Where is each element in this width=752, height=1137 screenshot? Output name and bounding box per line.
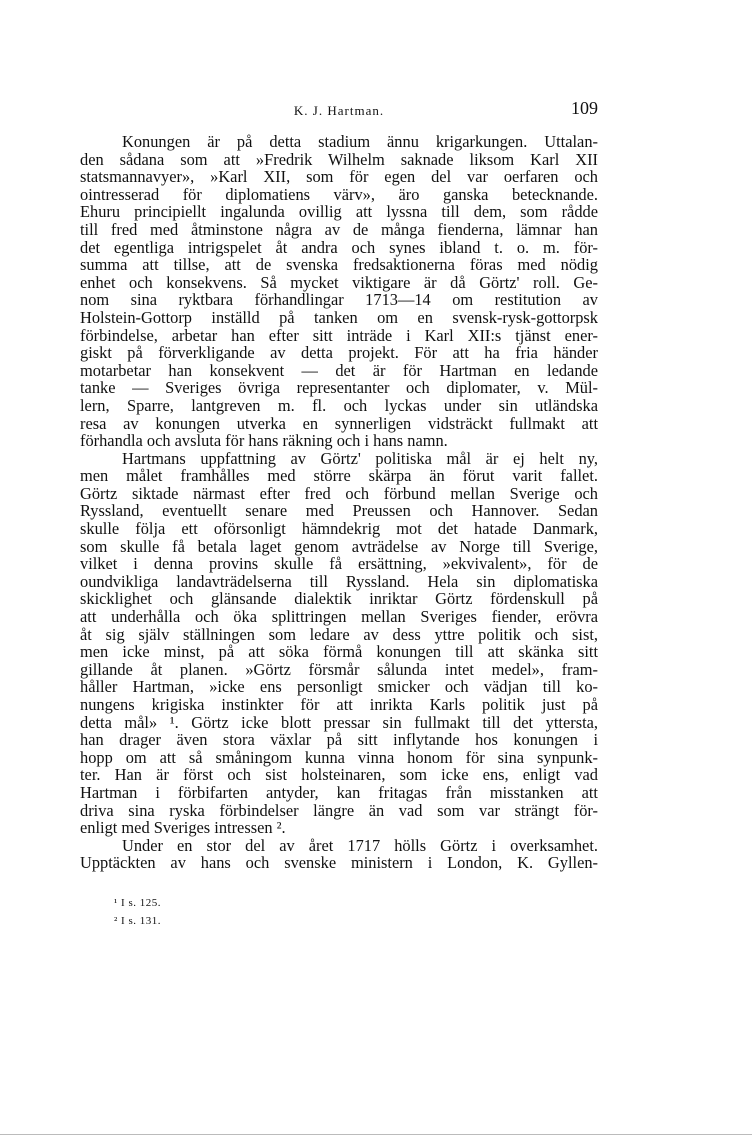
text-line: Holstein-Gottorp inställd på tanken om en svensk-rysk-gottorpsk bbox=[80, 307, 598, 327]
running-head: K. J. Hartman. bbox=[293, 103, 385, 118]
text-line: hopp om att så småningom kunna vinna honom för sina synpunk- bbox=[80, 747, 598, 767]
body-text bbox=[80, 133, 598, 872]
text-line: det egentliga intrigspelet åt andra och synes ibland t. o. m. för- bbox=[80, 237, 598, 257]
text-line: giskt på förverkligande av detta projekt. För att ha fria händer bbox=[80, 343, 598, 363]
text-line: Konungen är på detta stadium ännu krigarkungen. Uttalan- bbox=[122, 132, 598, 151]
text-line: skicklighet och glänsande dialektik inriktar Görtz fördenskull på bbox=[80, 589, 598, 609]
text-line: resa av konungen utverka en synnerligen vidsträckt fullmakt att bbox=[80, 413, 598, 433]
footnote: ¹ I s. 125. bbox=[114, 897, 161, 909]
text-line: Under en stor del av året 1717 hölls Görtz i overksamhet. bbox=[122, 835, 598, 855]
text-line: enligt med Sveriges intressen ². bbox=[80, 818, 286, 838]
page-header bbox=[80, 98, 598, 122]
footnotes bbox=[80, 894, 598, 930]
text-line: förbindelse, arbetar han efter sitt inträde i Karl XII:s tjänst ener- bbox=[80, 325, 598, 345]
text-line: åt sig själv ställningen som ledare av dess yttre politik och sist, bbox=[80, 624, 598, 644]
text-line: nom sina ryktbara förhandlingar 1713—14 om restitution av bbox=[80, 290, 598, 310]
text-line: som skulle få betala laget genom avträdelse av Norge till Sverige, bbox=[80, 536, 598, 556]
text-line: driva sina ryska förbindelser längre än vad som var strängt för- bbox=[80, 800, 598, 820]
text-line: förhandla och avsluta för hans räkning och i hans namn. bbox=[80, 431, 448, 451]
page-number: 109 bbox=[571, 98, 598, 118]
text-line: enhet och konsekvens. Så mycket viktigare är då Görtz' roll. Ge- bbox=[80, 272, 598, 292]
text-line: vilket i denna provins skulle få ersättning, »ekvivalent», för de bbox=[80, 554, 598, 574]
text-line: Ehuru principiellt ingalunda ovillig att lyssna till dem, som rådde bbox=[80, 202, 598, 222]
text-line: nungens krigiska instinkter för att inrikta Karls politik just på bbox=[80, 695, 598, 714]
text-line: tanke — Sveriges övriga representanter och diplomater, v. Mül- bbox=[80, 378, 598, 398]
footnote: ² I s. 131. bbox=[114, 915, 161, 927]
text-line: ter. Han är först och sist holsteinaren, som icke ens, enligt vad bbox=[80, 765, 598, 785]
text-line: Ryssland, eventuellt senare med Preussen och Hannover. Sedan bbox=[80, 501, 598, 521]
text-line: summa att tillse, att de svenska fredsaktionerna föras med nödig bbox=[80, 255, 598, 275]
text-line: Upptäckten av hans och svenske ministern i London, K. Gyllen- bbox=[80, 853, 598, 873]
text-line: lern, Sparre, lantgreven m. fl. och lyckas under sin utländska bbox=[80, 395, 598, 415]
text-line: han drager även stora växlar på sitt inflytande hos konungen i bbox=[80, 730, 598, 750]
text-line: Hartmans uppfattning av Görtz' politiska mål är ej helt ny, bbox=[122, 448, 598, 468]
text-line: detta mål» ¹. Görtz icke blott pressar sin fullmakt till det yttersta, bbox=[80, 712, 598, 732]
text-line: men målet framhålles med större skärpa än förut varit fallet. bbox=[80, 466, 598, 486]
text-line: men icke minst, på att söka förmå konungen till att skänka sitt bbox=[80, 642, 598, 662]
text-line: att underhålla och öka splittringen mellan Sveriges fiender, erövra bbox=[80, 607, 598, 627]
text-line: skulle följa ett oförsonligt hämndekrig mot det hatade Danmark, bbox=[80, 519, 598, 539]
text-line: Hartman i förbifarten antyder, kan fritagas från misstanken att bbox=[80, 782, 598, 802]
text-line: håller Hartman, »icke ens personligt smicker och vädjan till ko- bbox=[80, 677, 598, 697]
text-line: Görtz siktade närmast efter fred och förbund mellan Sverige och bbox=[80, 483, 598, 503]
text-line: motarbetar han konsekvent — det är för Hartman en ledande bbox=[80, 360, 598, 380]
text-line: ointresserad för diplomatiens värv», äro ganska betecknande. bbox=[80, 184, 598, 204]
text-line: gillande åt planen. »Görtz försmår sålunda intet medel», fram- bbox=[80, 659, 598, 679]
text-line: till fred med åtminstone några av de många fienderna, lämnar han bbox=[80, 219, 598, 239]
text-line: statsmannavyer», »Karl XII, som för egen del var oerfaren och bbox=[80, 167, 598, 187]
text-line: oundvikliga landavträdelserna till Ryssland. Hela sin diplomatiska bbox=[80, 571, 598, 591]
page-bottom-edge bbox=[0, 1134, 752, 1135]
text-line: den sådana som att »Fredrik Wilhelm saknade liksom Karl XII bbox=[80, 149, 598, 169]
